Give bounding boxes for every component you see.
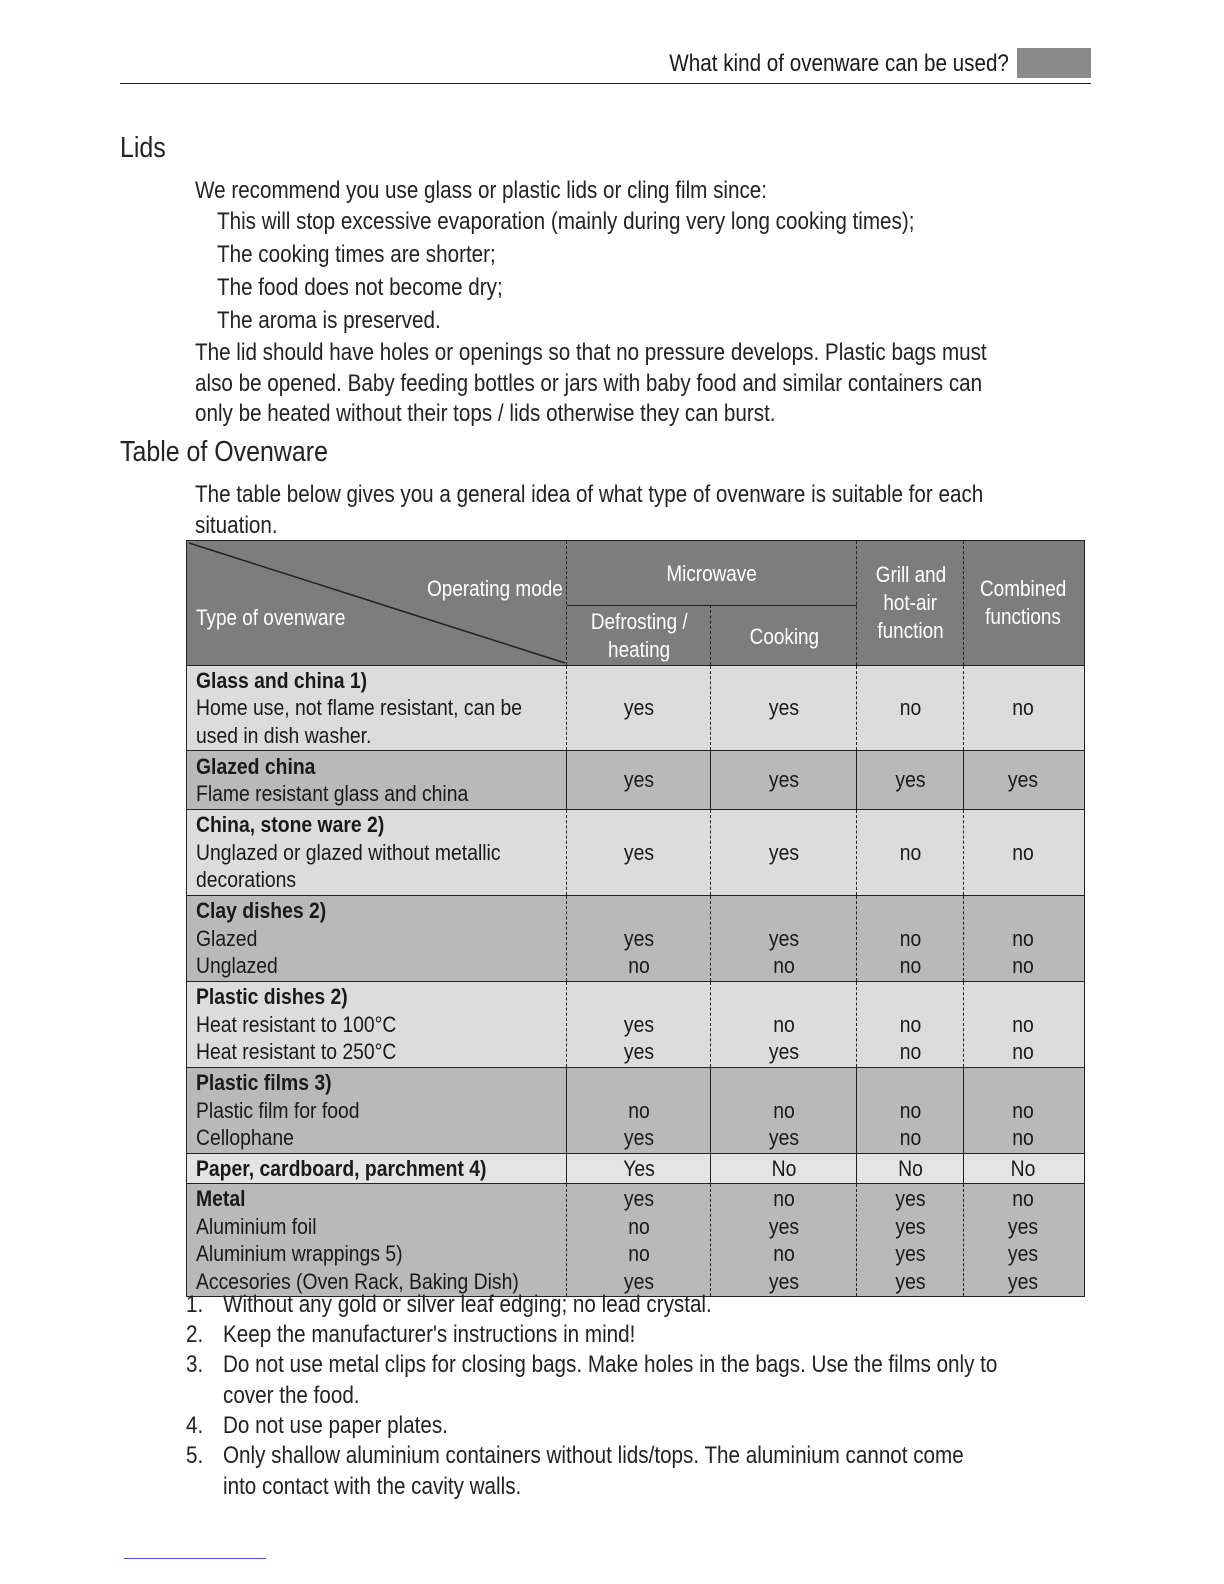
ovenware-type-cell xyxy=(196,1069,566,1152)
cooking-value-cell xyxy=(711,694,857,722)
ovenware-type-line: decorations xyxy=(196,867,297,893)
ovenware-type-cell xyxy=(196,1185,566,1295)
footnote-number: 3. xyxy=(186,1351,204,1378)
defrosting-value-cell xyxy=(567,1097,711,1152)
combined-value-cell xyxy=(964,839,1082,867)
table-heading: Table of Ovenware xyxy=(120,436,328,468)
ovenware-type-title: Glazed china xyxy=(196,753,316,779)
grill-value: yes xyxy=(895,1186,926,1211)
ovenware-type-line: used in dish washer. xyxy=(196,722,372,748)
defrosting-value: no xyxy=(628,1241,650,1266)
cooking-value-cell xyxy=(711,839,857,867)
bottom-rule xyxy=(124,1558,266,1559)
combined-value-cell xyxy=(964,925,1082,980)
grill-value: yes xyxy=(895,1213,926,1239)
defrosting-value-cell xyxy=(567,766,711,794)
footnote-text: Only shallow aluminium containers without lids/tops. The aluminium cannot come xyxy=(223,1442,964,1469)
table-intro-line: The table below gives you a general idea of what type of ovenware is suitable for each xyxy=(195,481,984,508)
combined-value-cell xyxy=(964,1097,1082,1152)
table-row xyxy=(187,895,1084,981)
ovenware-type-line: Accesories (Oven Rack, Baking Dish) xyxy=(196,1268,519,1294)
ovenware-type-line: Aluminium wrappings 5) xyxy=(196,1241,403,1266)
cooking-value: yes xyxy=(768,1125,800,1151)
ovenware-type-cell xyxy=(196,811,566,894)
cooking-value: no xyxy=(773,953,795,979)
combined-value-cell xyxy=(964,766,1082,794)
operating-mode-label: Operating mode xyxy=(427,576,563,601)
ovenware-type-title: Plastic films 3) xyxy=(196,1070,332,1096)
cooking-value: no xyxy=(773,1011,795,1037)
lids-heading: Lids xyxy=(120,132,166,164)
cooking-value: no xyxy=(773,1097,795,1123)
grill-value-cell xyxy=(857,1097,964,1152)
ovenware-type-line: Plastic film for food xyxy=(196,1097,360,1123)
grill-value-cell xyxy=(857,1155,964,1183)
footnote-text: Keep the manufacturer's instructions in mind! xyxy=(223,1321,636,1348)
ovenware-type-cell xyxy=(196,897,566,980)
cooking-value: yes xyxy=(768,925,800,951)
cooking-value: yes xyxy=(768,767,800,793)
ovenware-type-title: Metal xyxy=(196,1186,246,1211)
grill-value-cell xyxy=(857,766,964,794)
combined-value: no xyxy=(1012,1039,1034,1065)
cooking-value: yes xyxy=(768,1213,800,1239)
footnote-number: 5. xyxy=(186,1442,204,1469)
defrosting-value-cell xyxy=(567,694,711,722)
lids-paragraph xyxy=(195,338,987,430)
defrosting-value: yes xyxy=(623,1125,655,1151)
lids-bullet: The aroma is preserved. xyxy=(217,307,441,334)
combined-value: yes xyxy=(1007,1268,1039,1294)
defrosting-value-cell xyxy=(567,1155,711,1183)
cooking-value-cell xyxy=(711,1155,857,1183)
cooking-value: yes xyxy=(768,1268,800,1294)
cooking-value: No xyxy=(771,1155,797,1181)
grill-value: no xyxy=(899,1125,922,1151)
ovenware-type-cell xyxy=(196,753,566,808)
defrosting-value: yes xyxy=(623,695,655,721)
footnote-number: 4. xyxy=(186,1412,204,1439)
defrosting-value-cell xyxy=(567,1011,711,1066)
defrosting-value: yes xyxy=(623,1268,655,1294)
combined-value-cell xyxy=(964,1185,1082,1295)
defrosting-value: no xyxy=(628,953,650,979)
grill-value: no xyxy=(899,1039,922,1065)
ovenware-type-title: Paper, cardboard, parchment 4) xyxy=(196,1155,487,1181)
grill-value-cell xyxy=(857,839,964,867)
combined-value-cell xyxy=(964,1155,1082,1183)
grill-value: yes xyxy=(895,1268,926,1294)
footnote-number: 2. xyxy=(186,1321,204,1348)
cooking-value-cell xyxy=(711,1011,857,1066)
header-tab-block xyxy=(1017,48,1091,78)
footnote-text: cover the food. xyxy=(223,1381,360,1409)
microwave-label: Microwave xyxy=(666,561,758,586)
combined-value: yes xyxy=(1007,767,1039,793)
combined-value: yes xyxy=(1007,1241,1039,1266)
lids-bullet: This will stop excessive evaporation (mainly during very long cooking times); xyxy=(217,208,915,235)
ovenware-type-line: Cellophane xyxy=(196,1125,294,1151)
grill-value: no xyxy=(899,695,922,721)
diagonal-divider xyxy=(187,541,567,665)
ovenware-type-line: Unglazed or glazed without metallic xyxy=(196,839,501,865)
lids-paragraph-line: also be opened. Baby feeding bottles or jars with baby food and similar containers can xyxy=(195,369,983,397)
combined-value: no xyxy=(1012,1097,1034,1123)
defrosting-value-cell xyxy=(567,1185,711,1295)
table-row xyxy=(187,665,1084,750)
cooking-value-cell xyxy=(711,1185,857,1295)
ovenware-type-line: Heat resistant to 250°C xyxy=(196,1039,397,1065)
combined-value: no xyxy=(1012,953,1034,979)
defrosting-value: no xyxy=(628,1097,650,1123)
table-row xyxy=(187,1153,1084,1183)
combined-value: no xyxy=(1012,925,1034,951)
combined-value: no xyxy=(1012,1011,1034,1037)
ovenware-type-title: China, stone ware 2) xyxy=(196,812,385,838)
defrosting-heating-label: Defrosting / heating xyxy=(590,609,688,662)
table-row xyxy=(187,809,1084,895)
cooking-value: yes xyxy=(768,695,800,721)
page-header-title: What kind of ovenware can be used? xyxy=(669,50,1009,77)
grill-value: no xyxy=(899,1011,922,1037)
table-header xyxy=(187,541,1084,665)
defrosting-value: yes xyxy=(623,1039,655,1065)
grill-value: no xyxy=(899,953,922,979)
grill-value-cell xyxy=(857,1011,964,1066)
cooking-value: yes xyxy=(768,1039,800,1065)
lids-intro: We recommend you use glass or plastic lids or cling film since: xyxy=(195,177,768,204)
combined-value: yes xyxy=(1007,1213,1039,1239)
ovenware-type-line: Unglazed xyxy=(196,953,278,979)
ovenware-type-title: Glass and china 1) xyxy=(196,667,368,693)
defrosting-value: yes xyxy=(623,1186,655,1211)
table-body xyxy=(187,665,1084,1296)
grill-value-cell xyxy=(857,1185,964,1295)
table-row xyxy=(187,1183,1084,1296)
combined-value: no xyxy=(1012,1125,1034,1151)
ovenware-type-line: Glazed xyxy=(196,925,258,951)
cooking-value: no xyxy=(773,1241,795,1266)
ovenware-type-title: Clay dishes 2) xyxy=(196,898,327,924)
grill-hot-air-label: Grill and hot-air function xyxy=(875,562,946,643)
ovenware-type-line: Flame resistant glass and china xyxy=(196,781,469,806)
combined-value: no xyxy=(1012,695,1034,721)
cooking-value-cell xyxy=(711,1097,857,1152)
lids-bullet: The food does not become dry; xyxy=(217,274,503,301)
cooking-value-cell xyxy=(711,925,857,980)
combined-value-cell xyxy=(964,1011,1082,1066)
combined-value: no xyxy=(1012,839,1034,865)
defrosting-value-cell xyxy=(567,839,711,867)
combined-value-cell xyxy=(964,694,1082,722)
cooking-label: Cooking xyxy=(749,624,819,649)
grill-value: no xyxy=(899,1097,922,1123)
combined-functions-label: Combined functions xyxy=(979,576,1067,629)
ovenware-type-line: Heat resistant to 100°C xyxy=(196,1011,397,1037)
defrosting-value: yes xyxy=(623,925,655,951)
cooking-value: yes xyxy=(768,839,800,865)
defrosting-value-cell xyxy=(567,925,711,980)
footnote-text: Do not use metal clips for closing bags. Make holes in the bags. Use the films only to xyxy=(223,1351,998,1378)
table-row xyxy=(187,981,1084,1067)
footnote-text: Without any gold or silver leaf edging; no lead crystal. xyxy=(223,1291,712,1318)
table-intro-line: situation. xyxy=(195,511,278,539)
table-row xyxy=(187,1067,1084,1153)
defrosting-value: Yes xyxy=(623,1155,655,1181)
grill-value: no xyxy=(899,839,922,865)
grill-value-cell xyxy=(857,694,964,722)
defrosting-value: yes xyxy=(623,1011,655,1037)
ovenware-type-cell xyxy=(196,983,566,1066)
ovenware-type-line: Aluminium foil xyxy=(196,1213,317,1239)
footnote-text: into contact with the cavity walls. xyxy=(223,1472,522,1500)
grill-value: yes xyxy=(895,767,926,793)
combined-value: no xyxy=(1012,1186,1034,1211)
lids-bullet: The cooking times are shorter; xyxy=(217,241,496,268)
defrosting-value: no xyxy=(628,1213,650,1239)
lids-paragraph-line: The lid should have holes or openings so that no pressure develops. Plastic bags must xyxy=(195,339,987,366)
cooking-value: no xyxy=(773,1186,795,1211)
grill-value: no xyxy=(899,925,922,951)
cooking-value-cell xyxy=(711,766,857,794)
table-row xyxy=(187,750,1084,809)
grill-value-cell xyxy=(857,925,964,980)
defrosting-value: yes xyxy=(623,767,655,793)
ovenware-table xyxy=(186,540,1085,1297)
ovenware-type-title: Plastic dishes 2) xyxy=(196,984,348,1010)
grill-value: yes xyxy=(895,1241,926,1266)
type-of-ovenware-label: Type of ovenware xyxy=(196,605,346,630)
ovenware-type-line: Home use, not flame resistant, can be xyxy=(196,695,523,721)
combined-value: No xyxy=(1010,1155,1036,1181)
grill-value: No xyxy=(898,1155,923,1181)
defrosting-value: yes xyxy=(623,839,655,865)
page-header xyxy=(120,48,1091,84)
footnote-text: Do not use paper plates. xyxy=(223,1412,448,1439)
footnote-number: 1. xyxy=(186,1291,204,1318)
ovenware-type-cell xyxy=(196,667,566,750)
lids-paragraph-line: only be heated without their tops / lids otherwise they can burst. xyxy=(195,400,776,427)
microwave-divider xyxy=(567,605,857,606)
table-intro xyxy=(195,480,983,541)
ovenware-type-cell xyxy=(196,1155,566,1183)
